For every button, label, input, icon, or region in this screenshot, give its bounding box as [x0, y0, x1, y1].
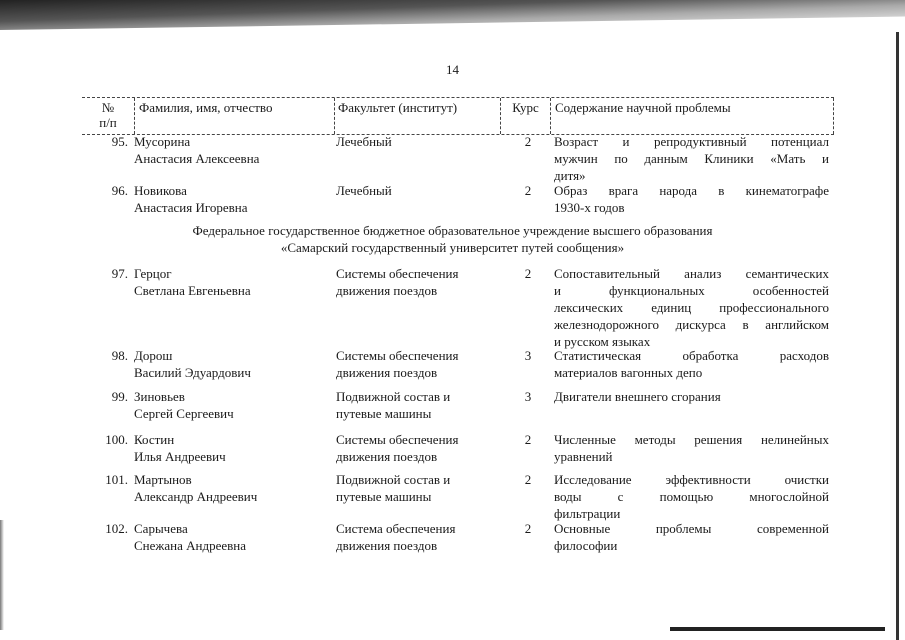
organization-line2: «Самарский государственный университет путей сообщения»	[280, 240, 625, 255]
course: 2	[524, 472, 532, 487]
surname: Сарычева	[134, 521, 188, 536]
row-number: 101.	[105, 472, 128, 487]
topic-line: мужчин по данным Клиники «Мать и	[554, 151, 829, 166]
research-topic	[554, 431, 829, 465]
surname: Дорош	[134, 348, 173, 363]
given-names: Светлана Евгеньевна	[134, 283, 251, 298]
given-names: Василий Эдуардович	[134, 365, 251, 380]
faculty-line: движения поездов	[336, 538, 438, 553]
topic-line: Исследование эффективности очистки	[554, 472, 829, 487]
faculty-line: Подвижной состав и	[336, 472, 451, 487]
topic-line: Численные методы решения нелинейных	[554, 432, 829, 447]
row-number: 98.	[111, 348, 128, 363]
course: 2	[524, 521, 532, 536]
research-topic	[554, 133, 829, 184]
header-name: Фамилия, имя, отчество	[134, 98, 334, 134]
topic-line: философии	[554, 538, 618, 553]
row-number: 102.	[105, 521, 128, 536]
surname: Мартынов	[134, 472, 192, 487]
topic-line: Образ врага народа в кинематографе	[554, 183, 829, 198]
research-topic	[554, 347, 829, 381]
surname: Зиновьев	[134, 389, 185, 404]
scan-edge-bottom	[670, 627, 885, 631]
faculty-line: Системы обеспечения	[336, 432, 459, 447]
scan-shadow-top	[0, 0, 905, 30]
topic-line: Основные проблемы современной	[554, 521, 829, 536]
row-number: 95.	[111, 134, 128, 149]
course: 2	[524, 183, 532, 198]
person-name	[134, 347, 329, 381]
faculty-line: Лечебный	[336, 183, 392, 198]
topic-line: и функциональных особенностей	[554, 283, 829, 298]
given-names: Анастасия Игоревна	[134, 200, 248, 215]
scan-edge-left	[0, 520, 4, 630]
page-number: 14	[446, 62, 459, 77]
header-num-line2: п/п	[99, 115, 117, 130]
given-names: Анастасия Алексеевна	[134, 151, 260, 166]
person-name	[134, 182, 329, 216]
organization-heading	[0, 222, 905, 256]
topic-line: Статистическая обработка расходов	[554, 348, 829, 363]
research-topic	[554, 471, 829, 522]
row-number: 99.	[111, 389, 128, 404]
research-topic	[554, 265, 829, 350]
faculty	[336, 431, 501, 465]
row-number: 97.	[111, 266, 128, 281]
research-topic	[554, 388, 829, 405]
faculty-line: путевые машины	[336, 406, 432, 421]
organization-line1: Федеральное государственное бюджетное образовательное учреждение высшего образования	[192, 223, 713, 238]
course: 2	[524, 134, 532, 149]
topic-line: дитя»	[554, 168, 586, 183]
faculty	[336, 388, 501, 422]
faculty-line: путевые машины	[336, 489, 432, 504]
faculty-line: движения поездов	[336, 449, 438, 464]
scan-edge-right	[896, 32, 899, 640]
given-names: Снежана Андреевна	[134, 538, 246, 553]
faculty	[336, 133, 501, 150]
topic-line: фильтрации	[554, 506, 621, 521]
faculty-line: движения поездов	[336, 283, 438, 298]
faculty-line: Подвижной состав и	[336, 389, 451, 404]
research-topic	[554, 182, 829, 216]
topic-line: и русском языках	[554, 334, 651, 349]
header-num-line1: №	[101, 100, 115, 115]
topic-line: материалов вагонных депо	[554, 365, 703, 380]
header-num	[82, 98, 134, 134]
topic-line: воды с помощью многослойной	[554, 489, 829, 504]
faculty	[336, 520, 501, 554]
person-name	[134, 431, 329, 465]
course: 3	[524, 389, 532, 404]
header-topic: Содержание научной проблемы	[550, 98, 834, 134]
row-number: 100.	[105, 432, 128, 447]
person-name	[134, 133, 329, 167]
surname: Мусорина	[134, 134, 191, 149]
header-faculty: Факультет (институт)	[334, 98, 500, 134]
topic-line: 1930-х годов	[554, 200, 625, 215]
topic-line: лексических единиц профессионального	[554, 300, 829, 315]
person-name	[134, 265, 329, 299]
topic-line: Двигатели внешнего сгорания	[554, 389, 721, 404]
person-name	[134, 471, 329, 505]
header-course: Курс	[500, 98, 550, 134]
faculty	[336, 265, 501, 299]
topic-line: железнодорожного дискурса в английском	[554, 317, 829, 332]
faculty	[336, 182, 501, 199]
surname: Новикова	[134, 183, 187, 198]
faculty-line: Лечебный	[336, 134, 392, 149]
topic-line: Сопоставительный анализ семантических	[554, 266, 829, 281]
course: 2	[524, 432, 532, 447]
faculty-line: движения поездов	[336, 365, 438, 380]
surname: Костин	[134, 432, 175, 447]
topic-line: Возраст и репродуктивный потенциал	[554, 134, 829, 149]
course: 2	[524, 266, 532, 281]
person-name	[134, 520, 329, 554]
topic-line: уравнений	[554, 449, 613, 464]
given-names: Александр Андреевич	[134, 489, 258, 504]
row-number: 96.	[111, 183, 128, 198]
faculty-line: Система обеспечения	[336, 521, 456, 536]
given-names: Илья Андреевич	[134, 449, 226, 464]
surname: Герцог	[134, 266, 172, 281]
research-topic	[554, 520, 829, 554]
faculty-line: Системы обеспечения	[336, 348, 459, 363]
faculty-line: Системы обеспечения	[336, 266, 459, 281]
faculty	[336, 347, 501, 381]
faculty	[336, 471, 501, 505]
course: 3	[524, 348, 532, 363]
table-header	[82, 97, 834, 135]
person-name	[134, 388, 329, 422]
given-names: Сергей Сергеевич	[134, 406, 234, 421]
